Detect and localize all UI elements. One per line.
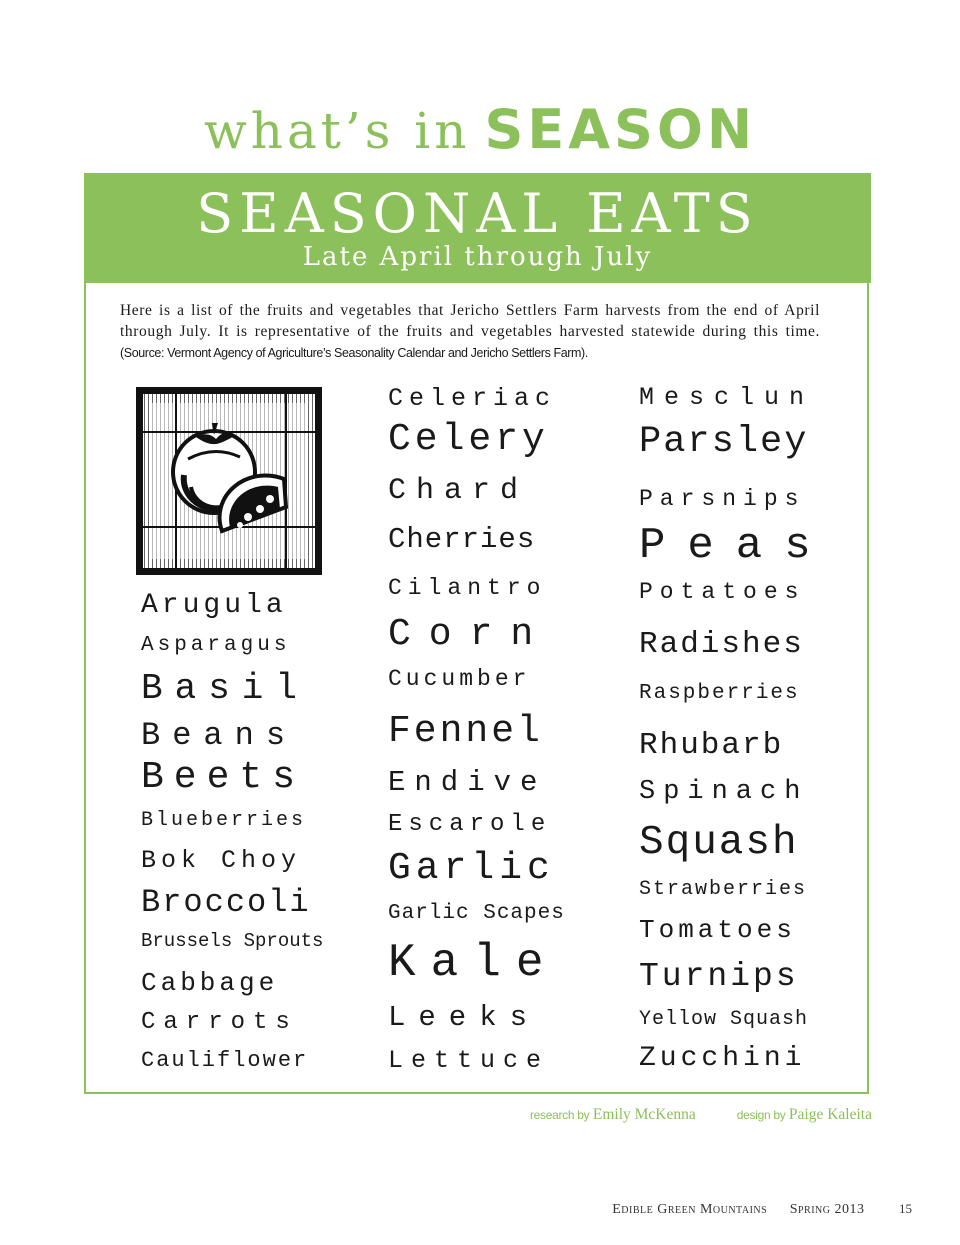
- produce-item: Garlic: [388, 847, 555, 890]
- produce-item: Strawberries: [639, 878, 808, 901]
- produce-item: Cabbage: [141, 968, 279, 998]
- produce-item: Mesclun: [639, 383, 815, 412]
- produce-item: Blueberries: [141, 809, 307, 832]
- research-name: Emily McKenna: [592, 1106, 696, 1123]
- publication-name: Edible Green Mountains: [612, 1202, 768, 1217]
- produce-item: Spinach: [639, 777, 809, 807]
- produce-item: Parsnips: [639, 486, 806, 512]
- research-label: research by: [529, 1108, 590, 1122]
- produce-item: Tomatoes: [639, 915, 796, 945]
- produce-item: Yellow Squash: [639, 1008, 809, 1031]
- produce-item: Cauliflower: [141, 1048, 309, 1073]
- produce-item: Squash: [639, 820, 799, 866]
- page-number: 15: [899, 1201, 912, 1216]
- produce-item: Celeriac: [388, 384, 557, 413]
- section-kicker: [0, 98, 960, 161]
- intro-text: Here is a list of the fruits and vegetables that Jericho Settlers Farm harvests from the end of April through July. It is representative of the fruits and vegetables harvested statewide during this time.: [120, 302, 820, 340]
- kicker-whats-in: what’s in: [203, 102, 471, 160]
- produce-item: Kale: [388, 937, 559, 989]
- produce-item: Parsley: [639, 421, 809, 463]
- produce-item: Rhubarb: [639, 728, 784, 763]
- produce-item: Broccoli: [141, 884, 311, 921]
- produce-item: Carrots: [141, 1009, 298, 1036]
- intro-paragraph: [120, 300, 820, 364]
- produce-item: Potatoes: [639, 579, 806, 605]
- produce-item: Radishes: [639, 627, 804, 662]
- page-subtitle: Late April through July: [302, 242, 653, 272]
- produce-item: Arugula: [141, 590, 287, 621]
- credits: [530, 1106, 872, 1124]
- produce-item: Cucumber: [388, 666, 531, 692]
- design-label: design by: [736, 1108, 786, 1122]
- produce-item: Peas: [639, 521, 833, 571]
- produce-item: Zucchini: [639, 1043, 806, 1074]
- produce-item: Lettuce: [388, 1046, 550, 1075]
- produce-item: Escarole: [388, 811, 552, 838]
- produce-item: Beans: [141, 717, 298, 754]
- produce-item: Basil: [141, 668, 310, 709]
- page-footer: [612, 1201, 912, 1218]
- produce-item: Asparagus: [141, 634, 291, 657]
- produce-item: Bok Choy: [141, 846, 302, 875]
- produce-item: Leeks: [388, 1001, 541, 1034]
- produce-item: Cherries: [388, 523, 536, 556]
- tomato-woodcut-icon: [136, 387, 322, 575]
- produce-item: Beets: [141, 756, 306, 799]
- produce-item: Brussels Sprouts: [141, 930, 324, 952]
- issue-date: Spring 2013: [789, 1202, 865, 1217]
- produce-item: Fennel: [388, 710, 543, 753]
- produce-item: Garlic Scapes: [388, 902, 565, 925]
- intro-source: (Source: Vermont Agency of Agriculture’s Seasonality Calendar and Jericho Settlers Farm).: [120, 346, 588, 360]
- title-banner: [84, 173, 871, 283]
- produce-item: Cilantro: [388, 575, 547, 601]
- produce-item: Endive: [388, 766, 547, 799]
- produce-item: Corn: [388, 613, 552, 656]
- produce-item: Chard: [388, 474, 529, 508]
- kicker-season: SEASON: [484, 98, 757, 161]
- produce-item: Celery: [388, 418, 549, 461]
- page-title: SEASONAL EATS: [196, 182, 759, 245]
- design-name: Paige Kaleita: [788, 1106, 872, 1123]
- produce-item: Raspberries: [639, 682, 800, 705]
- produce-item: Turnips: [639, 958, 799, 995]
